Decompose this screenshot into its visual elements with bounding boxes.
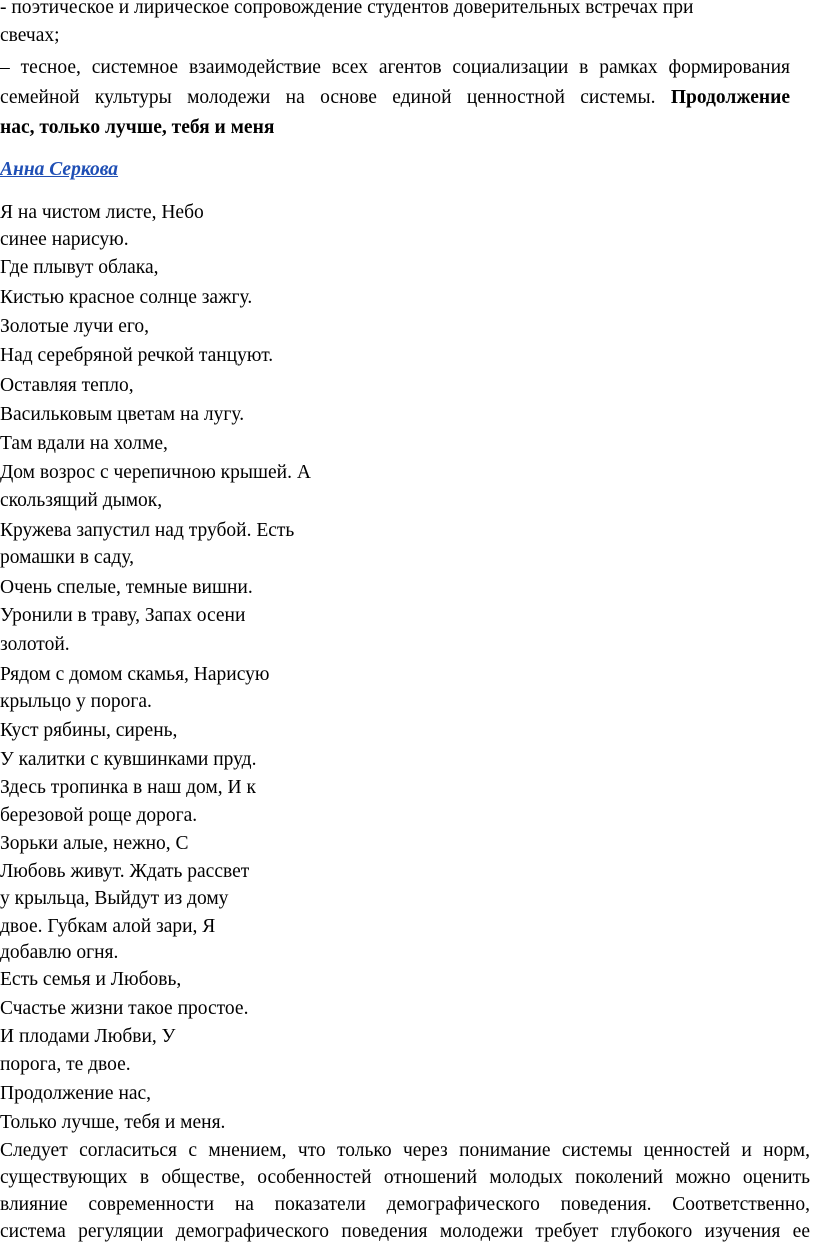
poem-line: Кружева запустил над трубой. Есть: [0, 520, 295, 541]
poem-line: добавлю огня.: [0, 942, 119, 963]
intro-line: – тесное, системное взаимодействие всех агентов социализации в рамках формирования: [0, 57, 790, 78]
poem-line: Здесь тропинка в наш дом, И к: [0, 777, 256, 798]
poem-line: Я на чистом листе, Небо: [0, 202, 204, 223]
closing-line: существующих в обществе, особенностей отношений молодых поколений можно оценить: [0, 1167, 810, 1188]
poem-line: березовой роще дорога.: [0, 805, 198, 826]
intro-text: семейной культуры молодежи на основе единой ценностной системы.: [0, 87, 656, 108]
poem-line: Рядом с домом скамья, Нарисую: [0, 664, 270, 685]
poem-line: золотой.: [0, 634, 70, 655]
poem-line: Зорьки алые, нежно, С: [0, 833, 189, 854]
poem-line: Оставляя тепло,: [0, 375, 134, 396]
poem-line: Уронили в траву, Запах осени: [0, 605, 246, 626]
poem-line: порога, те двое.: [0, 1054, 131, 1075]
poem-line: у крыльца, Выйдут из дому: [0, 888, 229, 909]
poem-line: двое. Губкам алой зари, Я: [0, 916, 216, 937]
poem-line: ромашки в саду,: [0, 547, 135, 568]
poem-line: Кистью красное солнце зажгу.: [0, 287, 253, 308]
poem-line: Очень спелые, темные вишни.: [0, 577, 253, 598]
poem-line: Куст рябины, сирень,: [0, 720, 178, 741]
poem-line: Над серебряной речкой танцуют.: [0, 345, 274, 366]
poem-line: Там вдали на холме,: [0, 433, 168, 454]
intro-line: свечах;: [0, 25, 60, 46]
closing-line: Следует согласиться с мнением, что только через понимание системы ценностей и норм,: [0, 1140, 810, 1161]
poem-line: Любовь живут. Ждать рассвет: [0, 861, 250, 882]
intro-line: - поэтическое и лирическое сопровождение студентов доверительных встречах при: [0, 0, 694, 18]
author-link[interactable]: Анна Серкова: [0, 159, 119, 180]
intro-line: [0, 86, 790, 110]
poem-title: нас, только лучше, тебя и меня: [0, 117, 275, 138]
closing-line: система регуляции демографического поведения молодежи требует глубокого изучения ее: [0, 1221, 810, 1242]
poem-line: крыльцо у порога.: [0, 691, 152, 712]
poem-line: Только лучше, тебя и меня.: [0, 1112, 226, 1133]
poem-line: Есть семья и Любовь,: [0, 969, 182, 990]
poem-line: И плодами Любви, У: [0, 1026, 176, 1047]
closing-line: влияние современности на показатели демографического поведения. Соответственно,: [0, 1194, 810, 1215]
poem-line: Где плывут облака,: [0, 257, 159, 278]
poem-line: Золотые лучи его,: [0, 316, 150, 337]
poem-line: Счастье жизни такое простое.: [0, 998, 249, 1019]
poem-line: Васильковым цветам на лугу.: [0, 404, 245, 425]
poem-line: скользящий дымок,: [0, 490, 163, 511]
poem-line: Дом возрос с черепичною крышей. А: [0, 462, 311, 483]
poem-line: Продолжение нас,: [0, 1083, 152, 1104]
poem-line: У калитки с кувшинками пруд.: [0, 749, 257, 770]
poem-line: синее нарисую.: [0, 229, 129, 250]
poem-title: Продолжение: [670, 87, 790, 108]
